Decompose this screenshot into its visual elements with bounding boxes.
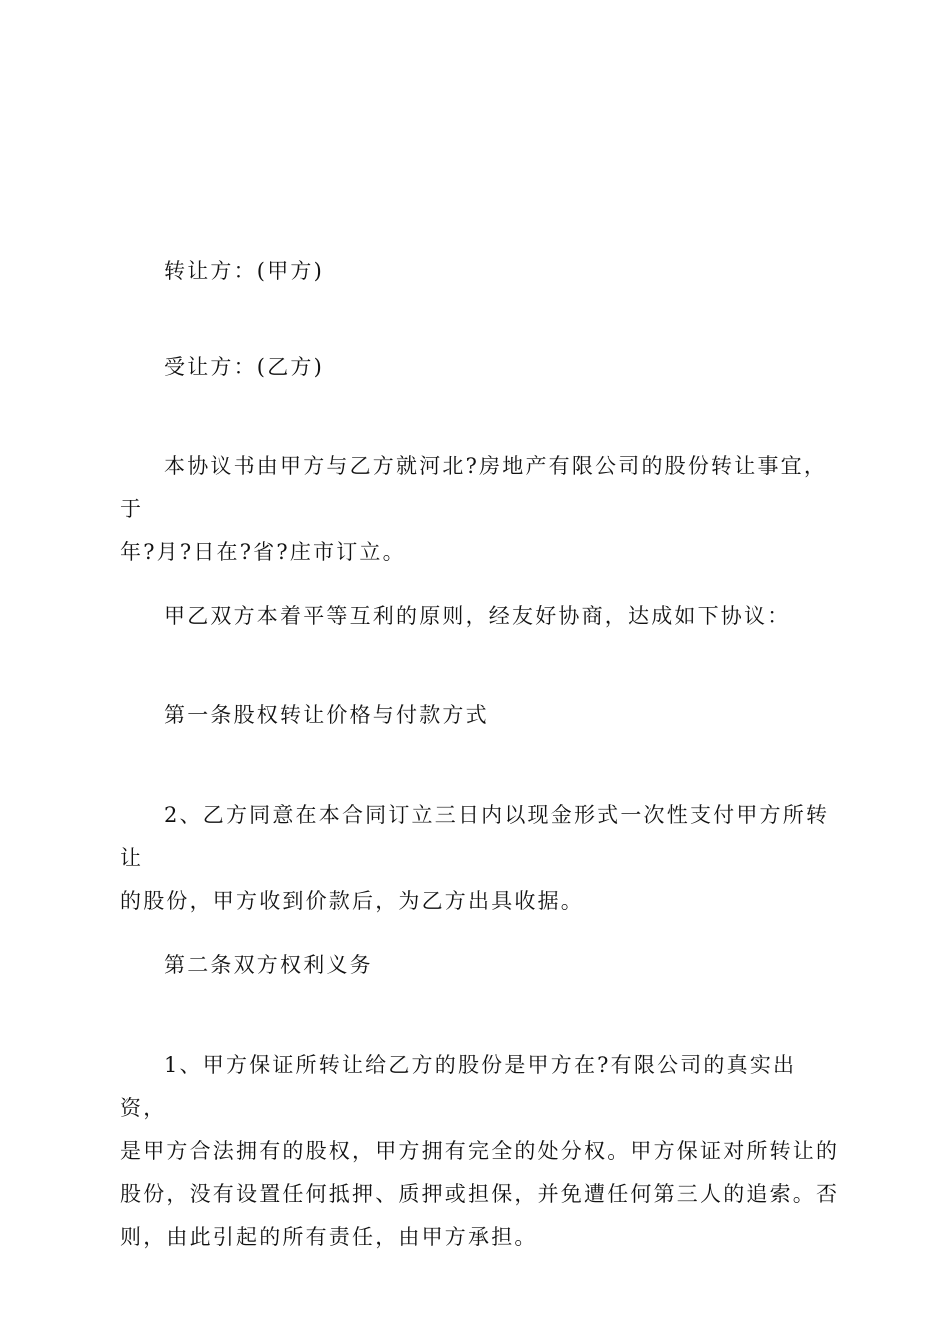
article-1-item-2: [120, 794, 840, 923]
article-2-item-1: [120, 1044, 840, 1259]
paragraph-intro: [120, 445, 840, 574]
text-line: 第二条双方权利义务: [164, 953, 373, 977]
text-line: 甲乙双方本着平等互利的原则，经友好协商，达成如下协议：: [164, 604, 791, 628]
text-line: 是甲方合法拥有的股权，甲方拥有完全的处分权。甲方保证对所转让的: [120, 1139, 840, 1163]
text-line: 转让方：(甲方): [164, 259, 324, 283]
text-line: 1、甲方保证所转让给乙方的股份是甲方在?有限公司的真实出资，: [120, 1053, 797, 1120]
paragraph-transferee: [120, 346, 840, 389]
article-1-title: [120, 694, 840, 737]
paragraph-principle: [120, 595, 840, 638]
text-line: 2、乙方同意在本合同订立三日内以现金形式一次性支付甲方所转让: [120, 803, 830, 870]
text-line: 受让方：(乙方): [164, 355, 324, 379]
text-line: 本协议书由甲方与乙方就河北?房地产有限公司的股份转让事宜，于: [120, 454, 828, 521]
text-line: 第一条股权转让价格与付款方式: [164, 703, 489, 727]
paragraph-transferor: [120, 250, 840, 293]
text-line: 年?月?日在?省?庄市订立。: [120, 540, 406, 564]
text-line: 股份，没有设置任何抵押、质押或担保，并免遭任何第三人的追索。否: [120, 1182, 840, 1206]
article-2-title: [120, 944, 840, 987]
text-line: 则，由此引起的所有责任，由甲方承担。: [120, 1225, 538, 1249]
text-line: 的股份，甲方收到价款后，为乙方出具收据。: [120, 889, 584, 913]
